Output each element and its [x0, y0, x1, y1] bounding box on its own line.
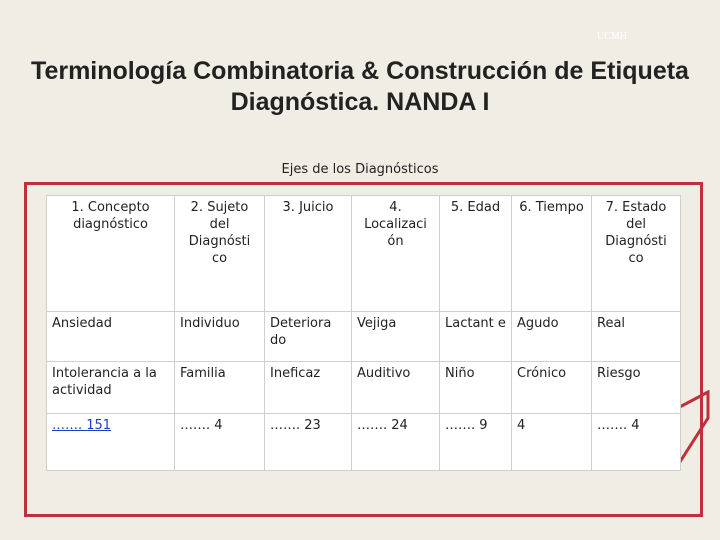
table-cell: ……. 24	[352, 414, 440, 471]
header-cell: 5. Edad	[440, 196, 512, 312]
table-cell-link[interactable]	[47, 414, 175, 471]
table-caption: Ejes de los Diagnósticos	[281, 162, 439, 177]
table-cell: Intolerancia a la actividad	[47, 362, 175, 414]
table-cell: Ineficaz	[265, 362, 352, 414]
table-cell: Ansiedad	[47, 312, 175, 362]
table-cell: Vejiga	[352, 312, 440, 362]
table-cell: Lactant e	[440, 312, 512, 362]
table-cell: Real	[592, 312, 681, 362]
slide-title: Terminología Combinatoria & Construcción de Etiqueta Diagnóstica. NANDA I	[31, 57, 689, 116]
header-cell: 7. Estado del Diagnósti co	[592, 196, 681, 312]
ucmh-watermark: UCMH	[597, 31, 628, 42]
table-cell: Niño	[440, 362, 512, 414]
table-cell: ……. 4	[175, 414, 265, 471]
table-cell: Deteriora do	[265, 312, 352, 362]
header-cell: 4. Localizaci ón	[352, 196, 440, 312]
table-cell: ……. 23	[265, 414, 352, 471]
header-cell: 3. Juicio	[265, 196, 352, 312]
table-cell: ……. 9	[440, 414, 512, 471]
table-cell: Individuo	[175, 312, 265, 362]
table-cell: 4	[512, 414, 592, 471]
diagnosis-axes-table	[46, 195, 681, 471]
table-cell: Agudo	[512, 312, 592, 362]
header-cell: 1. Concepto diagnóstico	[47, 196, 175, 312]
table-cell: Riesgo	[592, 362, 681, 414]
diagnosis-link[interactable]: ……. 151	[52, 418, 112, 433]
header-cell: 2. Sujeto del Diagnósti co	[175, 196, 265, 312]
table-header-row	[47, 196, 681, 312]
table-cell: Crónico	[512, 362, 592, 414]
table-cell: ……. 4	[592, 414, 681, 471]
header-cell: 6. Tiempo	[512, 196, 592, 312]
table-row	[47, 362, 681, 414]
table-row	[47, 414, 681, 471]
table-row	[47, 312, 681, 362]
table-cell: Familia	[175, 362, 265, 414]
table-cell: Auditivo	[352, 362, 440, 414]
